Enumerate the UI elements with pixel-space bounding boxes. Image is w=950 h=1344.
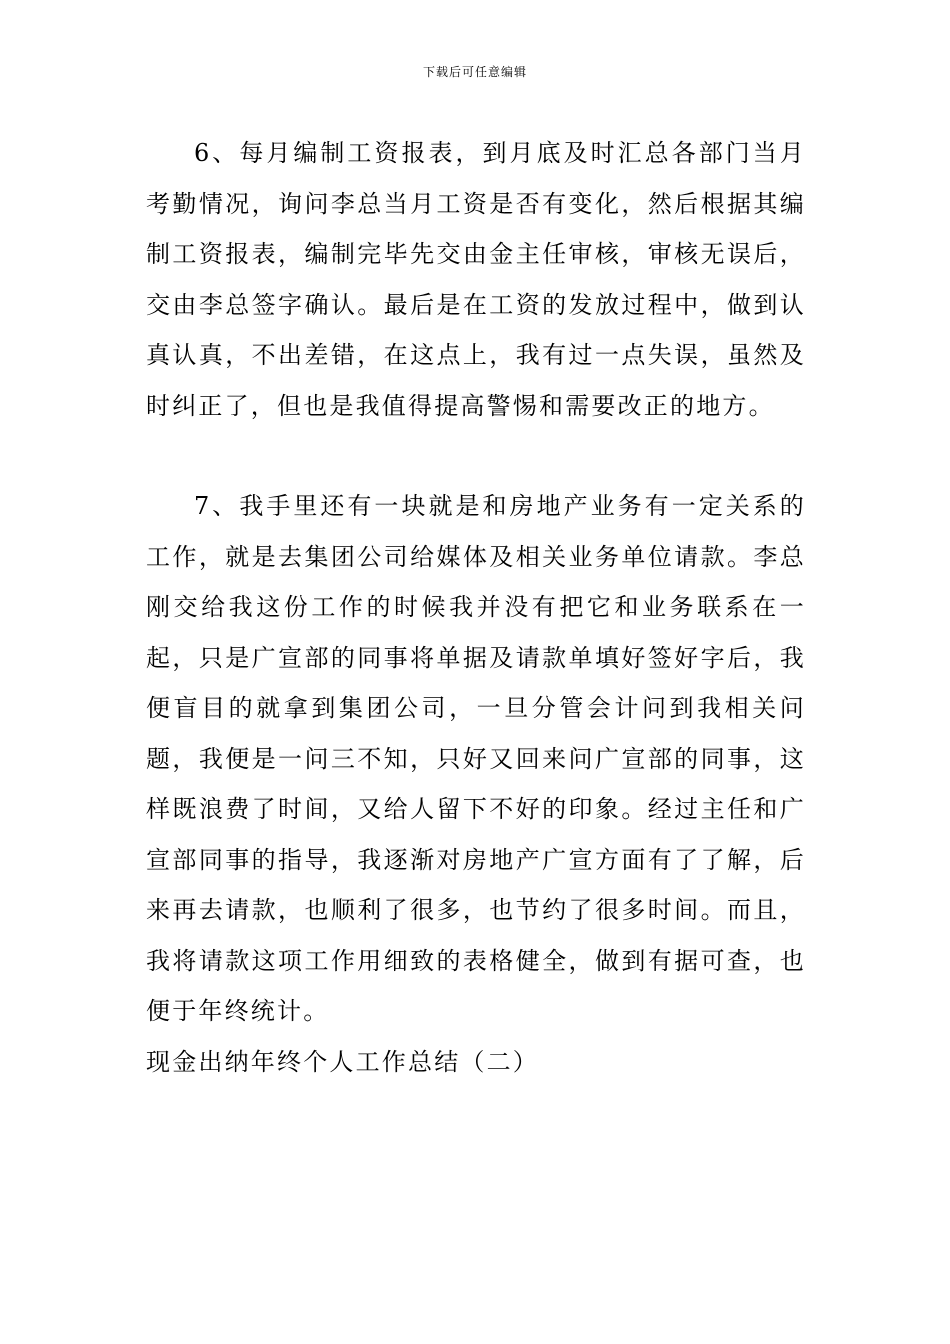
page-header-note: 下载后可任意编辑: [422, 65, 527, 79]
document-body: [146, 128, 806, 1087]
paragraph-6: 6、每月编制工资报表，到月底及时汇总各部门当月考勤情况，询问李总当月工资是否有变化，然后根据其编制工资报表，编制完毕先交由金主任审核，审核无误后，交由李总签字确认。最后是在工资的发放过程中，做到认真认真，不出差错，在这点上，我有过一点失误，虽然及时纠正了，但也是我值得提高警惕和需要改正的地方。: [146, 139, 806, 420]
section-title: 现金出纳年终个人工作总结（二）: [146, 1047, 539, 1076]
paragraph-7: 7、我手里还有一块就是和房地产业务有一定关系的工作，就是去集团公司给媒体及相关业务单位请款。李总刚交给我这份工作的时候我并没有把它和业务联系在一起，只是广宣部的同事将单据及请款单填好签好字后，我便盲目的就拿到集团公司，一旦分管会计问到我相关问题，我便是一问三不知，只好又回来问广宣部的同事，这样既浪费了时间，又给人留下不好的印象。经过主任和广宣部同事的指导，我逐渐对房地产广宣方面有了了解，后来再去请款，也顺利了很多，也节约了很多时间。而且，我将请款这项工作用细致的表格健全，做到有据可查，也便于年终统计。: [146, 492, 806, 1025]
